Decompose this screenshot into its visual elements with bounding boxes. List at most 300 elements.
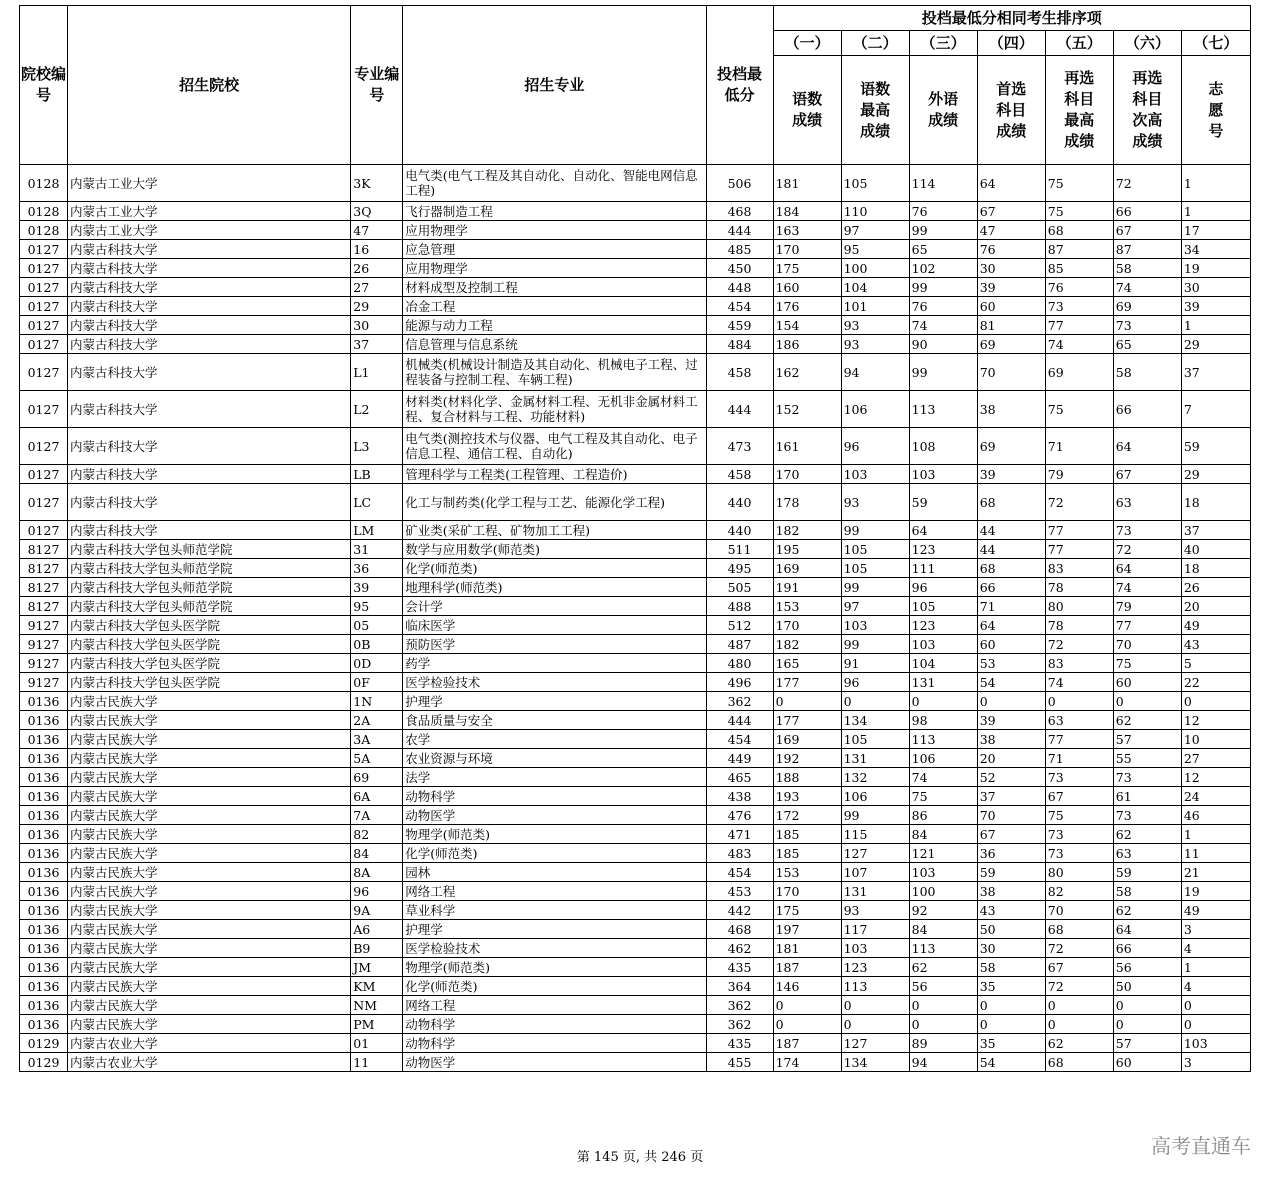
major-name-cell: 会计学 xyxy=(403,597,706,616)
tie7-cell: 20 xyxy=(1181,597,1250,616)
tie7-cell: 34 xyxy=(1181,240,1250,259)
tie4-cell: 54 xyxy=(977,1053,1045,1072)
min-score-cell: 462 xyxy=(706,939,773,958)
major-name-cell: 管理科学与工程类(工程管理、工程造价) xyxy=(403,465,706,484)
tie6-cell: 67 xyxy=(1113,221,1181,240)
major-code-cell: 95 xyxy=(351,597,403,616)
tie4-cell: 69 xyxy=(977,428,1045,465)
tie4-cell: 39 xyxy=(977,465,1045,484)
tie7-cell: 1 xyxy=(1181,165,1250,202)
major-code-cell: B9 xyxy=(351,939,403,958)
tie1-cell: 191 xyxy=(773,578,841,597)
tie5-cell: 71 xyxy=(1045,428,1113,465)
min-score-cell: 465 xyxy=(706,768,773,787)
school-name-cell: 内蒙古科技大学 xyxy=(68,428,351,465)
min-score-cell: 511 xyxy=(706,540,773,559)
tie5-cell: 68 xyxy=(1045,1053,1113,1072)
tie1-cell: 185 xyxy=(773,825,841,844)
tie3-cell: 99 xyxy=(909,354,977,391)
min-score-cell: 454 xyxy=(706,730,773,749)
tie4-cell: 52 xyxy=(977,768,1045,787)
tie2-cell: 97 xyxy=(841,597,909,616)
school-name-cell: 内蒙古科技大学 xyxy=(68,391,351,428)
tie1-cell: 163 xyxy=(773,221,841,240)
min-score-cell: 485 xyxy=(706,240,773,259)
min-score-cell: 444 xyxy=(706,711,773,730)
tie6-cell: 66 xyxy=(1113,939,1181,958)
tie6-cell: 0 xyxy=(1113,996,1181,1015)
tie6-cell: 73 xyxy=(1113,316,1181,335)
school-name-cell: 内蒙古工业大学 xyxy=(68,221,351,240)
major-code-cell: 29 xyxy=(351,297,403,316)
watermark: 高考直通车 xyxy=(1151,1134,1251,1158)
tie3-cell: 106 xyxy=(909,749,977,768)
table-row xyxy=(20,711,1251,730)
header-tie-label: 首选科目成绩 xyxy=(977,56,1045,165)
tie3-cell: 84 xyxy=(909,920,977,939)
tie5-cell: 85 xyxy=(1045,259,1113,278)
major-name-cell: 材料成型及控制工程 xyxy=(403,278,706,297)
tie6-cell: 64 xyxy=(1113,559,1181,578)
tie1-cell: 187 xyxy=(773,958,841,977)
header-major-name: 招生专业 xyxy=(403,6,706,165)
tie5-cell: 73 xyxy=(1045,297,1113,316)
major-name-cell: 飞行器制造工程 xyxy=(403,202,706,221)
school-name-cell: 内蒙古科技大学 xyxy=(68,278,351,297)
tie2-cell: 131 xyxy=(841,882,909,901)
tie5-cell: 87 xyxy=(1045,240,1113,259)
major-name-cell: 护理学 xyxy=(403,920,706,939)
min-score-cell: 440 xyxy=(706,521,773,540)
tie6-cell: 75 xyxy=(1113,654,1181,673)
tie5-cell: 72 xyxy=(1045,977,1113,996)
table-row xyxy=(20,465,1251,484)
tie6-cell: 55 xyxy=(1113,749,1181,768)
major-code-cell: 7A xyxy=(351,806,403,825)
min-score-cell: 435 xyxy=(706,1034,773,1053)
table-row xyxy=(20,692,1251,711)
tie7-cell: 0 xyxy=(1181,996,1250,1015)
tie4-cell: 35 xyxy=(977,1034,1045,1053)
tie3-cell: 76 xyxy=(909,202,977,221)
tie2-cell: 106 xyxy=(841,787,909,806)
school-code-cell: 0136 xyxy=(20,787,68,806)
tie7-cell: 0 xyxy=(1181,692,1250,711)
table-row xyxy=(20,597,1251,616)
tie7-cell: 4 xyxy=(1181,977,1250,996)
header-school-code: 院校编号 xyxy=(20,6,68,165)
tie2-cell: 113 xyxy=(841,977,909,996)
school-code-cell: 0127 xyxy=(20,354,68,391)
tie7-cell: 12 xyxy=(1181,711,1250,730)
tie3-cell: 62 xyxy=(909,958,977,977)
school-name-cell: 内蒙古科技大学包头医学院 xyxy=(68,635,351,654)
tie6-cell: 62 xyxy=(1113,711,1181,730)
major-code-cell: LB xyxy=(351,465,403,484)
tie4-cell: 67 xyxy=(977,825,1045,844)
school-code-cell: 0136 xyxy=(20,711,68,730)
tie4-cell: 60 xyxy=(977,635,1045,654)
page-footer: 第 145 页, 共 246 页 xyxy=(576,1150,704,1165)
min-score-cell: 484 xyxy=(706,335,773,354)
tie3-cell: 0 xyxy=(909,996,977,1015)
tie1-cell: 186 xyxy=(773,335,841,354)
tie2-cell: 105 xyxy=(841,540,909,559)
tie6-cell: 62 xyxy=(1113,901,1181,920)
tie2-cell: 134 xyxy=(841,711,909,730)
min-score-cell: 459 xyxy=(706,316,773,335)
school-code-cell: 0127 xyxy=(20,428,68,465)
table-row xyxy=(20,825,1251,844)
min-score-cell: 442 xyxy=(706,901,773,920)
tie1-cell: 169 xyxy=(773,559,841,578)
min-score-cell: 471 xyxy=(706,825,773,844)
school-code-cell: 0136 xyxy=(20,768,68,787)
header-major-code: 专业编号 xyxy=(351,6,403,165)
major-name-cell: 法学 xyxy=(403,768,706,787)
major-name-cell: 化学(师范类) xyxy=(403,559,706,578)
school-code-cell: 8127 xyxy=(20,597,68,616)
tie2-cell: 105 xyxy=(841,730,909,749)
min-score-cell: 455 xyxy=(706,1053,773,1072)
tie4-cell: 67 xyxy=(977,202,1045,221)
min-score-cell: 476 xyxy=(706,806,773,825)
major-name-cell: 网络工程 xyxy=(403,882,706,901)
tie7-cell: 11 xyxy=(1181,844,1250,863)
major-code-cell: 3A xyxy=(351,730,403,749)
tie4-cell: 38 xyxy=(977,391,1045,428)
tie2-cell: 99 xyxy=(841,635,909,654)
tie5-cell: 77 xyxy=(1045,540,1113,559)
tie7-cell: 18 xyxy=(1181,559,1250,578)
tie2-cell: 91 xyxy=(841,654,909,673)
tie3-cell: 123 xyxy=(909,616,977,635)
tie2-cell: 117 xyxy=(841,920,909,939)
major-code-cell: 0D xyxy=(351,654,403,673)
school-code-cell: 0127 xyxy=(20,278,68,297)
tie1-cell: 146 xyxy=(773,977,841,996)
tie3-cell: 65 xyxy=(909,240,977,259)
tie1-cell: 152 xyxy=(773,391,841,428)
tie3-cell: 59 xyxy=(909,484,977,521)
school-name-cell: 内蒙古民族大学 xyxy=(68,977,351,996)
tie6-cell: 79 xyxy=(1113,597,1181,616)
tie2-cell: 93 xyxy=(841,901,909,920)
table-row xyxy=(20,297,1251,316)
tie3-cell: 96 xyxy=(909,578,977,597)
tie7-cell: 43 xyxy=(1181,635,1250,654)
tie3-cell: 105 xyxy=(909,597,977,616)
tie2-cell: 96 xyxy=(841,428,909,465)
tie6-cell: 72 xyxy=(1113,165,1181,202)
tie5-cell: 72 xyxy=(1045,635,1113,654)
tie7-cell: 19 xyxy=(1181,882,1250,901)
major-name-cell: 动物科学 xyxy=(403,1034,706,1053)
major-name-cell: 化学(师范类) xyxy=(403,977,706,996)
tie3-cell: 102 xyxy=(909,259,977,278)
tie2-cell: 93 xyxy=(841,316,909,335)
school-name-cell: 内蒙古科技大学 xyxy=(68,354,351,391)
tie2-cell: 131 xyxy=(841,749,909,768)
major-code-cell: 36 xyxy=(351,559,403,578)
tie7-cell: 17 xyxy=(1181,221,1250,240)
table-row xyxy=(20,863,1251,882)
tie2-cell: 95 xyxy=(841,240,909,259)
major-name-cell: 物理学(师范类) xyxy=(403,958,706,977)
tie4-cell: 20 xyxy=(977,749,1045,768)
header-tie-number: （六） xyxy=(1113,31,1181,56)
school-name-cell: 内蒙古工业大学 xyxy=(68,202,351,221)
school-name-cell: 内蒙古科技大学 xyxy=(68,465,351,484)
header-tie-number: （五） xyxy=(1045,31,1113,56)
tie7-cell: 12 xyxy=(1181,768,1250,787)
school-name-cell: 内蒙古科技大学包头师范学院 xyxy=(68,597,351,616)
tie4-cell: 81 xyxy=(977,316,1045,335)
tie3-cell: 104 xyxy=(909,654,977,673)
school-name-cell: 内蒙古民族大学 xyxy=(68,958,351,977)
school-code-cell: 0136 xyxy=(20,749,68,768)
tie7-cell: 46 xyxy=(1181,806,1250,825)
major-name-cell: 动物医学 xyxy=(403,806,706,825)
major-name-cell: 机械类(机械设计制造及其自动化、机械电子工程、过程装备与控制工程、车辆工程) xyxy=(403,354,706,391)
tie4-cell: 59 xyxy=(977,863,1045,882)
tie5-cell: 80 xyxy=(1045,863,1113,882)
tie5-cell: 75 xyxy=(1045,391,1113,428)
major-name-cell: 应用物理学 xyxy=(403,221,706,240)
table-row xyxy=(20,578,1251,597)
min-score-cell: 512 xyxy=(706,616,773,635)
major-code-cell: 1N xyxy=(351,692,403,711)
tie2-cell: 96 xyxy=(841,673,909,692)
min-score-cell: 362 xyxy=(706,692,773,711)
tie5-cell: 73 xyxy=(1045,768,1113,787)
tie5-cell: 74 xyxy=(1045,673,1113,692)
major-code-cell: PM xyxy=(351,1015,403,1034)
tie1-cell: 177 xyxy=(773,711,841,730)
tie1-cell: 175 xyxy=(773,259,841,278)
min-score-cell: 448 xyxy=(706,278,773,297)
tie5-cell: 70 xyxy=(1045,901,1113,920)
school-code-cell: 0127 xyxy=(20,259,68,278)
tie3-cell: 98 xyxy=(909,711,977,730)
major-name-cell: 临床医学 xyxy=(403,616,706,635)
tie3-cell: 90 xyxy=(909,335,977,354)
min-score-cell: 454 xyxy=(706,863,773,882)
tie4-cell: 60 xyxy=(977,297,1045,316)
tie7-cell: 1 xyxy=(1181,958,1250,977)
tie5-cell: 75 xyxy=(1045,806,1113,825)
school-name-cell: 内蒙古民族大学 xyxy=(68,768,351,787)
tie6-cell: 64 xyxy=(1113,920,1181,939)
major-name-cell: 材料类(材料化学、金属材料工程、无机非金属材料工程、复合材料与工程、功能材料) xyxy=(403,391,706,428)
school-name-cell: 内蒙古民族大学 xyxy=(68,882,351,901)
tie4-cell: 54 xyxy=(977,673,1045,692)
tie6-cell: 66 xyxy=(1113,202,1181,221)
tie2-cell: 97 xyxy=(841,221,909,240)
min-score-cell: 458 xyxy=(706,465,773,484)
min-score-cell: 468 xyxy=(706,202,773,221)
tie5-cell: 77 xyxy=(1045,316,1113,335)
major-name-cell: 动物科学 xyxy=(403,1015,706,1034)
tie4-cell: 30 xyxy=(977,259,1045,278)
tie7-cell: 29 xyxy=(1181,335,1250,354)
tie1-cell: 197 xyxy=(773,920,841,939)
major-name-cell: 地理科学(师范类) xyxy=(403,578,706,597)
school-code-cell: 9127 xyxy=(20,654,68,673)
tie3-cell: 113 xyxy=(909,730,977,749)
header-tie-number: （二） xyxy=(841,31,909,56)
tie6-cell: 66 xyxy=(1113,391,1181,428)
tie6-cell: 87 xyxy=(1113,240,1181,259)
tie6-cell: 72 xyxy=(1113,540,1181,559)
tie1-cell: 161 xyxy=(773,428,841,465)
tie1-cell: 0 xyxy=(773,1015,841,1034)
school-name-cell: 内蒙古科技大学 xyxy=(68,240,351,259)
header-tie-label: 语数成绩 xyxy=(773,56,841,165)
tie5-cell: 0 xyxy=(1045,996,1113,1015)
tie4-cell: 64 xyxy=(977,616,1045,635)
school-code-cell: 0136 xyxy=(20,901,68,920)
school-code-cell: 0136 xyxy=(20,920,68,939)
tie1-cell: 169 xyxy=(773,730,841,749)
major-name-cell: 矿业类(采矿工程、矿物加工工程) xyxy=(403,521,706,540)
tie1-cell: 182 xyxy=(773,521,841,540)
school-code-cell: 0136 xyxy=(20,958,68,977)
tie2-cell: 100 xyxy=(841,259,909,278)
table-row xyxy=(20,202,1251,221)
major-code-cell: 27 xyxy=(351,278,403,297)
min-score-cell: 496 xyxy=(706,673,773,692)
major-code-cell: 30 xyxy=(351,316,403,335)
tie2-cell: 0 xyxy=(841,1015,909,1034)
school-code-cell: 0136 xyxy=(20,996,68,1015)
tie6-cell: 0 xyxy=(1113,692,1181,711)
major-name-cell: 草业科学 xyxy=(403,901,706,920)
school-code-cell: 0128 xyxy=(20,202,68,221)
tie5-cell: 75 xyxy=(1045,165,1113,202)
tie2-cell: 93 xyxy=(841,335,909,354)
tie6-cell: 57 xyxy=(1113,1034,1181,1053)
tie2-cell: 99 xyxy=(841,578,909,597)
tie1-cell: 187 xyxy=(773,1034,841,1053)
table-row xyxy=(20,259,1251,278)
major-code-cell: 3Q xyxy=(351,202,403,221)
tie5-cell: 0 xyxy=(1045,1015,1113,1034)
school-code-cell: 0136 xyxy=(20,1015,68,1034)
school-name-cell: 内蒙古科技大学包头师范学院 xyxy=(68,559,351,578)
tie7-cell: 4 xyxy=(1181,939,1250,958)
table-row xyxy=(20,882,1251,901)
tie4-cell: 30 xyxy=(977,939,1045,958)
school-code-cell: 0127 xyxy=(20,240,68,259)
tie7-cell: 1 xyxy=(1181,825,1250,844)
tie1-cell: 177 xyxy=(773,673,841,692)
school-name-cell: 内蒙古民族大学 xyxy=(68,749,351,768)
major-code-cell: 96 xyxy=(351,882,403,901)
tie3-cell: 0 xyxy=(909,1015,977,1034)
major-code-cell: 37 xyxy=(351,335,403,354)
school-code-cell: 0136 xyxy=(20,806,68,825)
min-score-cell: 483 xyxy=(706,844,773,863)
major-name-cell: 化工与制药类(化学工程与工艺、能源化学工程) xyxy=(403,484,706,521)
major-code-cell: 2A xyxy=(351,711,403,730)
min-score-cell: 444 xyxy=(706,391,773,428)
tie7-cell: 24 xyxy=(1181,787,1250,806)
tie7-cell: 40 xyxy=(1181,540,1250,559)
tie4-cell: 39 xyxy=(977,711,1045,730)
tie1-cell: 178 xyxy=(773,484,841,521)
tie1-cell: 153 xyxy=(773,597,841,616)
school-code-cell: 9127 xyxy=(20,635,68,654)
table-row xyxy=(20,278,1251,297)
tie5-cell: 69 xyxy=(1045,354,1113,391)
major-code-cell: 3K xyxy=(351,165,403,202)
major-name-cell: 网络工程 xyxy=(403,996,706,1015)
school-code-cell: 0127 xyxy=(20,391,68,428)
major-code-cell: 31 xyxy=(351,540,403,559)
table-row xyxy=(20,673,1251,692)
min-score-cell: 440 xyxy=(706,484,773,521)
school-name-cell: 内蒙古民族大学 xyxy=(68,825,351,844)
school-code-cell: 9127 xyxy=(20,673,68,692)
tie5-cell: 67 xyxy=(1045,787,1113,806)
tie3-cell: 94 xyxy=(909,1053,977,1072)
tie2-cell: 104 xyxy=(841,278,909,297)
school-name-cell: 内蒙古农业大学 xyxy=(68,1053,351,1072)
table-row xyxy=(20,958,1251,977)
tie5-cell: 76 xyxy=(1045,278,1113,297)
header-tie-number: （七） xyxy=(1181,31,1250,56)
tie1-cell: 174 xyxy=(773,1053,841,1072)
major-code-cell: 05 xyxy=(351,616,403,635)
tie1-cell: 176 xyxy=(773,297,841,316)
tie2-cell: 101 xyxy=(841,297,909,316)
tie5-cell: 63 xyxy=(1045,711,1113,730)
tie1-cell: 170 xyxy=(773,882,841,901)
tie3-cell: 99 xyxy=(909,278,977,297)
tie5-cell: 74 xyxy=(1045,335,1113,354)
min-score-cell: 480 xyxy=(706,654,773,673)
tie3-cell: 123 xyxy=(909,540,977,559)
tie4-cell: 66 xyxy=(977,578,1045,597)
school-name-cell: 内蒙古科技大学包头师范学院 xyxy=(68,578,351,597)
tie3-cell: 100 xyxy=(909,882,977,901)
tie2-cell: 103 xyxy=(841,616,909,635)
min-score-cell: 362 xyxy=(706,1015,773,1034)
tie6-cell: 58 xyxy=(1113,354,1181,391)
min-score-cell: 505 xyxy=(706,578,773,597)
tie4-cell: 44 xyxy=(977,521,1045,540)
tie6-cell: 60 xyxy=(1113,673,1181,692)
tie1-cell: 192 xyxy=(773,749,841,768)
tie7-cell: 59 xyxy=(1181,428,1250,465)
major-code-cell: 47 xyxy=(351,221,403,240)
tie7-cell: 49 xyxy=(1181,616,1250,635)
tie7-cell: 3 xyxy=(1181,1053,1250,1072)
min-score-cell: 495 xyxy=(706,559,773,578)
major-code-cell: 6A xyxy=(351,787,403,806)
tie6-cell: 62 xyxy=(1113,825,1181,844)
tie7-cell: 49 xyxy=(1181,901,1250,920)
school-code-cell: 8127 xyxy=(20,559,68,578)
table-row xyxy=(20,559,1251,578)
table-row xyxy=(20,635,1251,654)
tie3-cell: 75 xyxy=(909,787,977,806)
tie1-cell: 181 xyxy=(773,165,841,202)
school-code-cell: 0127 xyxy=(20,335,68,354)
min-score-cell: 487 xyxy=(706,635,773,654)
major-code-cell: L3 xyxy=(351,428,403,465)
